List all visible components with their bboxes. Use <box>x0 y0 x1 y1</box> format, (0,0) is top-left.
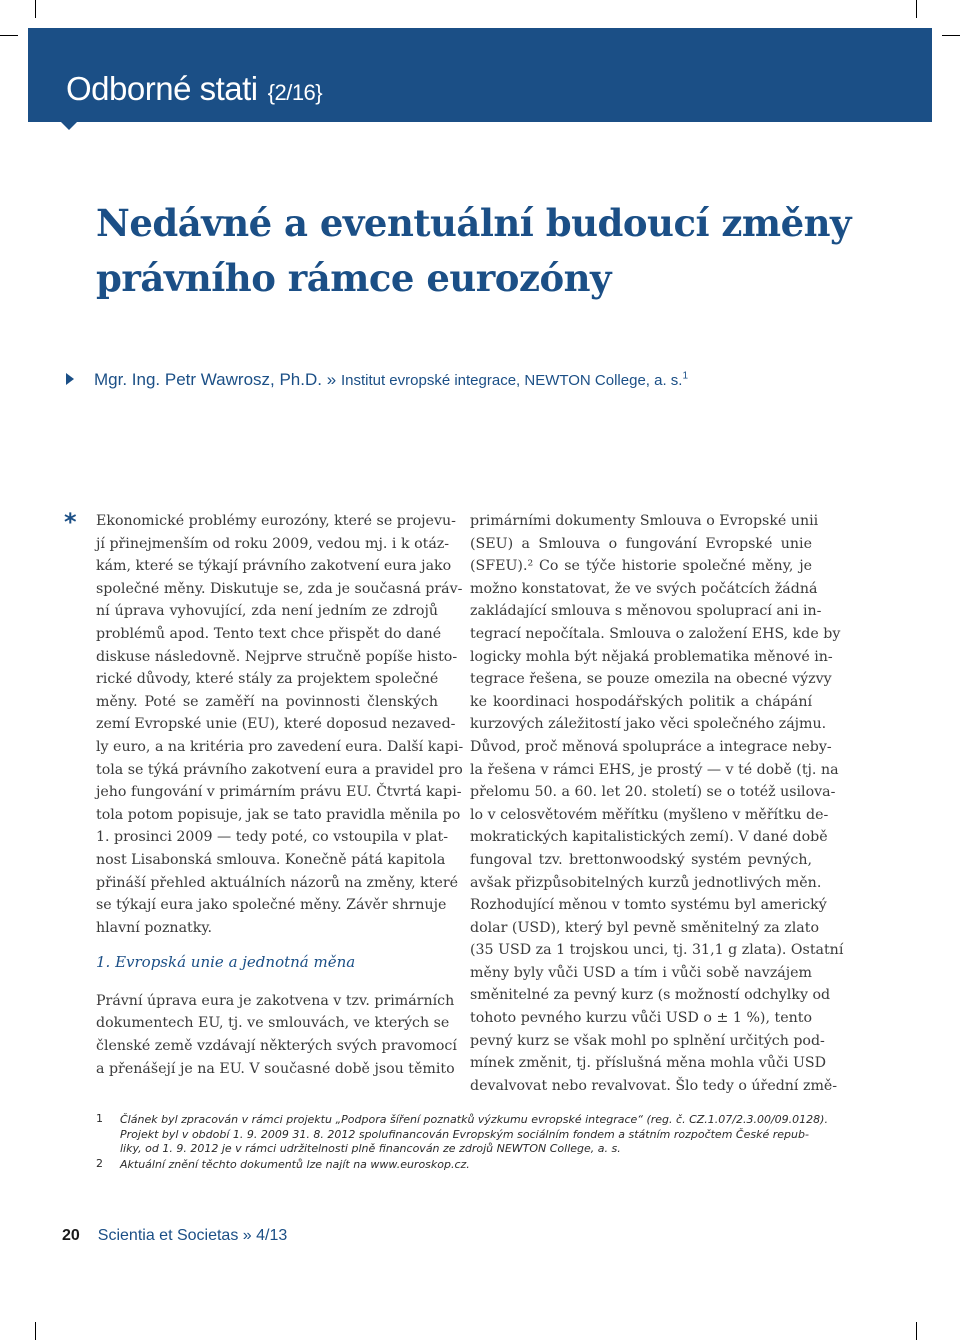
text-line: tola potom popisuje, jak se tato pravidla měnila po <box>96 806 461 823</box>
text-line: dolar (USD), který byl pevně směnitelný za zlato <box>470 919 819 936</box>
text-line: la řešena v rámci EHS, je prostý — v té době (tj. na <box>470 761 839 778</box>
section-name: Odborné stati <box>66 70 258 107</box>
body-paragraph <box>96 990 457 1080</box>
page-footer <box>62 1227 287 1245</box>
text-line: ly euro, a na kritéria pro zavedení eura. Další kapi- <box>96 738 464 755</box>
body-paragraph <box>470 510 844 1097</box>
section-title <box>66 70 322 108</box>
text-line: pevný kurz se však mohl po splnění určitých pod- <box>470 1032 825 1049</box>
text-line: hlavní poznatky. <box>96 919 212 936</box>
text-line: 1. prosinci 2009 — tedy poté, co vstoupila v plat- <box>96 829 449 846</box>
text-line: (35 USD za 1 trojskou unci, tj. 31,1 g zlata). Ostatní <box>470 942 844 959</box>
text-line: rické důvody, které stály za projektem společné <box>96 671 439 688</box>
text-line: tegrace řešena, se pouze omezila na obecné výzvy <box>470 671 832 688</box>
footnotes <box>96 1112 828 1173</box>
text-line: tohoto pevného kurzu vůči USD o ± 1 %), tento <box>470 1010 812 1027</box>
text-line: dokumentech EU, tj. ve smlouvách, ve kterých se <box>96 1015 450 1032</box>
footnote-line: liky, od 1. 9. 2012 je v rámci udržitelnosti plně financován ze zdrojů NEWTON College, a. s. <box>120 1142 621 1155</box>
text-line: avšak přizpůsobitelných kurzů jednotlivých měn. <box>470 874 822 891</box>
footnote-line: Aktuální znění těchto dokumentů lze najít na www.euroskop.cz. <box>120 1157 470 1171</box>
text-line: (SEU) a Smlouva o fungování Evropské unie <box>470 535 812 552</box>
text-line: měny. Poté se zaměří na povinnosti členských <box>96 693 438 710</box>
crop-mark <box>916 1322 917 1340</box>
text-line: kurzových záležitostí jako věci společného zájmu. <box>470 716 827 733</box>
text-line: společné měny. Diskutuje se, zda je současná práv- <box>96 580 463 597</box>
section-heading: 1. Evropská unie a jednotná měna <box>96 953 356 972</box>
footnote-number: 2 <box>96 1156 103 1170</box>
text-line: (SFEU).² Co se týče historie společné měny, je <box>470 558 812 575</box>
footnote <box>96 1158 816 1173</box>
right-column <box>470 510 844 1097</box>
text-line: zakládající smlouva s měnovou spoluprací ani in- <box>470 603 822 620</box>
text-line: možno konstatovat, že ve svých počátcích žádná <box>470 580 818 597</box>
footnote-line: Článek byl zpracován v rámci projektu „Podpora šíření poznatků výzkumu evropské integrace“ (reg. č. CZ.1.07/2.3.00/09.0128). <box>120 1113 828 1126</box>
text-line: devalvovat nebo revalvovat. Šlo tedy o úřední změ- <box>470 1077 838 1094</box>
text-line: fungoval tzv. brettonwoodský systém pevných, <box>470 851 812 868</box>
text-line: tegrací nepočítala. Smlouva o založení EHS, kde by <box>470 625 841 642</box>
text-line: logicky mohla být nějaká problematika měnové in- <box>470 648 833 665</box>
text-line: mokratických kapitalistických zemí). V dané době <box>470 829 828 846</box>
author-separator: » <box>326 370 337 389</box>
text-line: měny byly vůči USD a tím i vůči sobě navzájem <box>470 964 812 981</box>
text-line: přináší přehled aktuálních názorů na změny, které <box>96 874 459 891</box>
text-line: tola se týká právního zakotvení eura a pravidel pro <box>96 761 463 778</box>
text-line: Ekonomické problémy eurozóny, které se projevu- <box>96 513 456 529</box>
author-name: Mgr. Ing. Petr Wawrosz, Ph.D. <box>94 370 322 389</box>
text-line: zemí Evropské unie (EU), které doposud nezaved- <box>96 716 456 733</box>
text-line: diskuse následovně. Nejprve stručně popíše histo- <box>96 648 458 665</box>
text-line: Právní úprava eura je zakotvena v tzv. primárních <box>96 992 455 1009</box>
text-line: ke koordinaci hospodářských politik a chápání <box>470 693 812 710</box>
author-affiliation: Institut evropské integrace, NEWTON College, a. s. <box>340 372 683 389</box>
left-column <box>96 510 464 1080</box>
page-number: 20 <box>62 1227 80 1244</box>
abstract-paragraph <box>96 510 464 939</box>
text-line: primárními dokumenty Smlouva o Evropské unii <box>470 513 819 529</box>
text-line: se týkají eura jako společné měny. Závěr shrnuje <box>96 897 447 914</box>
text-line: Důvod, proč měnová spolupráce a integrace neby- <box>470 738 832 755</box>
text-line: jeho fungování v primárním právu EU. Čtvrtá kapi- <box>96 784 462 801</box>
crop-mark <box>0 35 18 36</box>
article-title <box>96 196 896 306</box>
text-line: členské země vzdávají některých svých pravomocí <box>96 1038 457 1055</box>
text-line: mínek změnit, tj. příslušná měna mohla vůči USD <box>470 1055 827 1072</box>
text-line: směnitelné za pevný kurz (s možností odchylky od <box>470 987 831 1004</box>
text-line: přelomu 50. a 60. let 20. století) se o totéž usilova- <box>470 784 836 801</box>
footnote <box>96 1112 828 1157</box>
article-title-line: právního rámce eurozóny <box>96 256 612 300</box>
crop-mark <box>916 0 917 18</box>
text-line: problémů apod. Tento text chce přispět do dané <box>96 625 442 642</box>
crop-mark <box>35 1322 36 1340</box>
asterisk-icon: * <box>64 508 77 536</box>
triangle-bullet-icon <box>66 373 74 385</box>
author-row <box>66 370 688 394</box>
text-line: ní úprava vyhovující, zda není jedním ze zdrojů <box>96 603 438 620</box>
text-line: a přenášejí je na EU. V současné době jsou těmito <box>96 1060 455 1077</box>
section-part-indicator: {2/16} <box>267 80 323 105</box>
footnote-ref: 1 <box>682 370 689 382</box>
footnote-number: 1 <box>96 1112 103 1125</box>
article-title-line: Nedávné a eventuální budoucí změny <box>96 201 852 245</box>
crop-mark <box>942 35 960 36</box>
header-notch <box>60 121 78 130</box>
crop-mark <box>35 0 36 18</box>
text-line: Rozhodující měnou v tomto systému byl americký <box>470 897 827 914</box>
journal-issue: Scientia et Societas » 4/13 <box>97 1227 288 1244</box>
text-line: jí přinejmenším od roku 2009, vedou mj. i k otáz- <box>96 535 450 552</box>
text-line: kám, které se týkají právního zakotvení eura jako <box>96 558 452 575</box>
footnote-line: Projekt byl v období 1. 9. 2009 31. 8. 2012 spolufinancován Evropským sociálním fondem a státním rozpočtem České repub- <box>120 1127 809 1141</box>
text-line: lo v celosvětovém měřítku (myšleno v měřítku de- <box>470 806 829 823</box>
text-line: nost Lisabonská smlouva. Konečně pátá kapitola <box>96 851 446 868</box>
